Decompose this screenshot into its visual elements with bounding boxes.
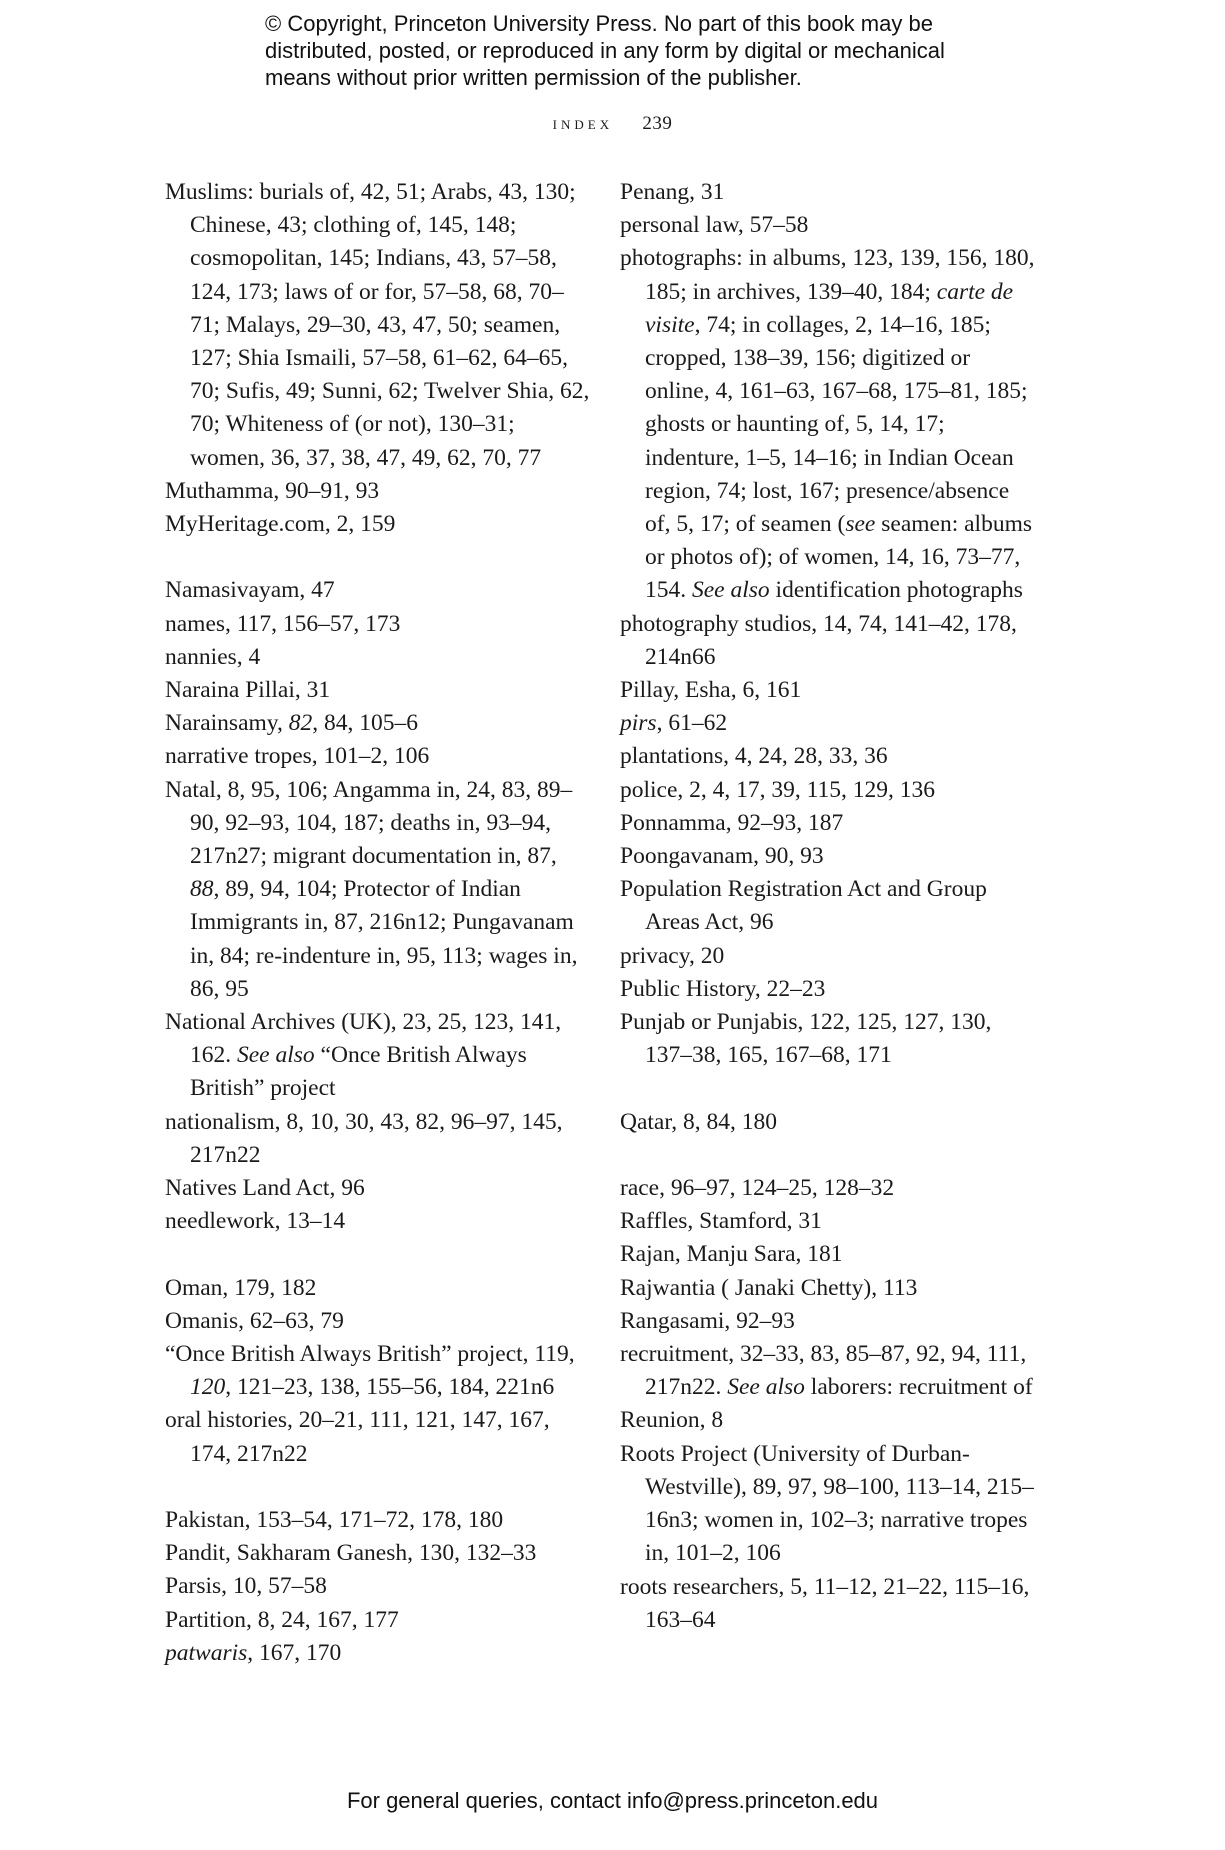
index-entry: race, 96–97, 124–25, 128–32 [620,1175,895,1202]
index-entry: police, 2, 4, 17, 39, 115, 129, 136 [620,776,936,803]
index-entry: Muslims: burials of, 42, 51; Arabs, 43, 130; Chinese, 43; clothing of, 145, 148; cosmopolitan, 145; Indians, 43, 57–58, 124, 173; laws of or for, 57–58, 68, 70–71; Malays, 29–30, 43, 47, 50; seamen, 127; Shia Ismaili, 57–58, 61–62, 64–65, 70; Sufis, 49; Sunni, 62; Twelver Shia, 62, 70; Whiteness of (or not), 130–31; women, 36, 37, 38, 47, 49, 62, 70, 77 [165,179,590,471]
index-entry: Roots Project (University of Durban-Westville), 89, 97, 98–100, 113–14, 215–16n3; women in, 102–3; narrative tropes in, 101–2, 106 [620,1440,1034,1567]
index-entry: roots researchers, 5, 11–12, 21–22, 115–16, 163–64 [620,1573,1030,1633]
index-entry-italic: see [845,511,876,538]
index-entry [165,774,590,1006]
letter-section-gap [165,1238,590,1271]
index-entry: Pandit, Sakharam Ganesh, 130, 132–33 [165,1540,537,1567]
index-entry-text: , 74; in collages, 2, 14–16, 185; cropped, 138–39, 156; digitized or online, 4, 161–63, 167–68, 175–81, 185; ghosts or haunting of, 5, 14, 17; indenture, 1–5, 14–16; in Indian Ocean region, 74; lost, 167; presence/absence of, 5, 17; of seamen ( [645,311,1028,538]
index-entry-text: , 121–23, 138, 155–56, 184, 221n6 [225,1374,555,1401]
index-entry: oral histories, 20–21, 111, 121, 147, 167, 174, 217n22 [165,1407,550,1467]
index-entry-text: seamen: albums or photos of); of women, 14, 16, 73–77, 154. [645,511,1033,604]
index-entry-italic: 120 [190,1374,226,1401]
index-entry: Rajwantia ( Janaki Chetty), 113 [620,1274,918,1301]
index-entry: Poongavanam, 90, 93 [620,843,824,870]
running-head-label: index [552,113,614,134]
index-entry: Qatar, 8, 84, 180 [620,1108,777,1135]
index-entry: Rangasami, 92–93 [620,1307,795,1334]
index-entry: names, 117, 156–57, 173 [165,610,401,637]
index-entry-italic: 88 [190,876,214,903]
index-entry: Namasivayam, 47 [165,577,335,604]
index-entry-text: laborers: recruitment of [804,1374,1033,1401]
index-entry: Pakistan, 153–54, 171–72, 178, 180 [165,1507,504,1534]
index-column-right [620,176,1040,1637]
index-entry: personal law, 57–58 [620,212,809,239]
index-entry-italic: 82 [288,710,313,737]
index-entry: photography studios, 14, 74, 141–42, 178, 214n66 [620,610,1017,670]
index-entry-text: Natal, 8, 95, 106; Angamma in, 24, 83, 89–90, 92–93, 104, 187; deaths in, 93–94, 217n27; migrant documentation in, 87, [165,776,573,870]
index-entry [165,1637,590,1670]
index-entry-text: photographs: in albums, 123, 139, 156, 180, 185; in archives, 139–40, 184; [620,245,1035,305]
copyright-notice [265,10,1025,91]
index-entry: Pillay, Esha, 6, 161 [620,677,802,704]
page-number: 239 [642,113,673,134]
letter-section-gap [165,1471,590,1504]
index-entry-text: National Archives (UK), 23, 25, 123, 141, 162. [165,1009,562,1069]
index-entry: Naraina Pillai, 31 [165,677,331,704]
index-entry-italic: See also [692,577,770,604]
index-entry: Punjab or Punjabis, 122, 125, 127, 130, 137–38, 165, 167–68, 171 [620,1009,992,1069]
index-entry-italic: carte de visite [645,278,1014,338]
index-column-left [165,176,590,1670]
index-entry-text: Narainsamy, [165,710,289,737]
index-entry: Parsis, 10, 57–58 [165,1573,327,1600]
index-entry-italic: See also [727,1374,805,1401]
copyright-line: means without prior written permission of the publisher. [265,65,802,90]
copyright-line: distributed, posted, or reproduced in any form by digital or mechanical [265,38,945,63]
index-entry-text: , 89, 94, 104; Protector of Indian Immigrants in, 87, 216n12; Pungavanam in, 84; re-indenture in, 95, 113; wages in, 86, 95 [190,876,578,1002]
index-entry-text: “Once British Always British” project [190,1042,527,1102]
index-entry: Natives Land Act, 96 [165,1175,365,1202]
index-entry [620,242,1040,607]
index-entry: Partition, 8, 24, 167, 177 [165,1606,399,1633]
index-entry: plantations, 4, 24, 28, 33, 36 [620,743,888,770]
running-head [0,113,1225,135]
index-entry: nationalism, 8, 10, 30, 43, 82, 96–97, 145, 217n22 [165,1108,563,1168]
letter-section-gap [165,541,590,574]
index-entry [165,707,590,740]
index-entry: Population Registration Act and Group Areas Act, 96 [620,876,987,936]
index-entry [620,1338,1040,1404]
letter-section-gap [620,1072,1040,1105]
index-entry-text: recruitment, 32–33, 83, 85–87, 92, 94, 111, 217n22. [620,1341,1027,1401]
index-entry-text: , 167, 170 [247,1639,342,1666]
index-entry: narrative tropes, 101–2, 106 [165,743,430,770]
index-entry-italic: pirs [620,710,657,737]
footer-contact: For general queries, contact info@press.princeton.edu [346,1788,879,1813]
index-entry: Reunion, 8 [620,1407,724,1434]
copyright-line: © Copyright, Princeton University Press. No part of this book may be [265,11,933,36]
index-entry-italic: See also [237,1042,315,1069]
index-entry-text: identification photographs [769,577,1023,604]
index-entry: Public History, 22–23 [620,975,826,1002]
index-entry: Rajan, Manju Sara, 181 [620,1241,843,1268]
index-entry-italic: patwaris [165,1639,248,1666]
index-entry: Ponnamma, 92–93, 187 [620,809,844,836]
index-entry: privacy, 20 [620,942,725,969]
index-entry-text: , 84, 105–6 [312,710,419,737]
index-entry: Oman, 179, 182 [165,1274,317,1301]
index-entry [165,1338,590,1404]
index-entry: MyHeritage.com, 2, 159 [165,511,396,538]
index-entry [620,707,1040,740]
index-entry: needlework, 13–14 [165,1208,346,1235]
index-entry-text: , 61–62 [656,710,728,737]
letter-section-gap [620,1139,1040,1172]
index-entry: Muthamma, 90–91, 93 [165,477,380,504]
index-entry [165,1006,590,1106]
index-entry-text: “Once British Always British” project, 119, [165,1341,575,1368]
index-entry: Penang, 31 [620,179,725,205]
index-entry: Omanis, 62–63, 79 [165,1307,344,1334]
index-entry: nannies, 4 [165,643,261,670]
index-entry: Raffles, Stamford, 31 [620,1208,822,1235]
